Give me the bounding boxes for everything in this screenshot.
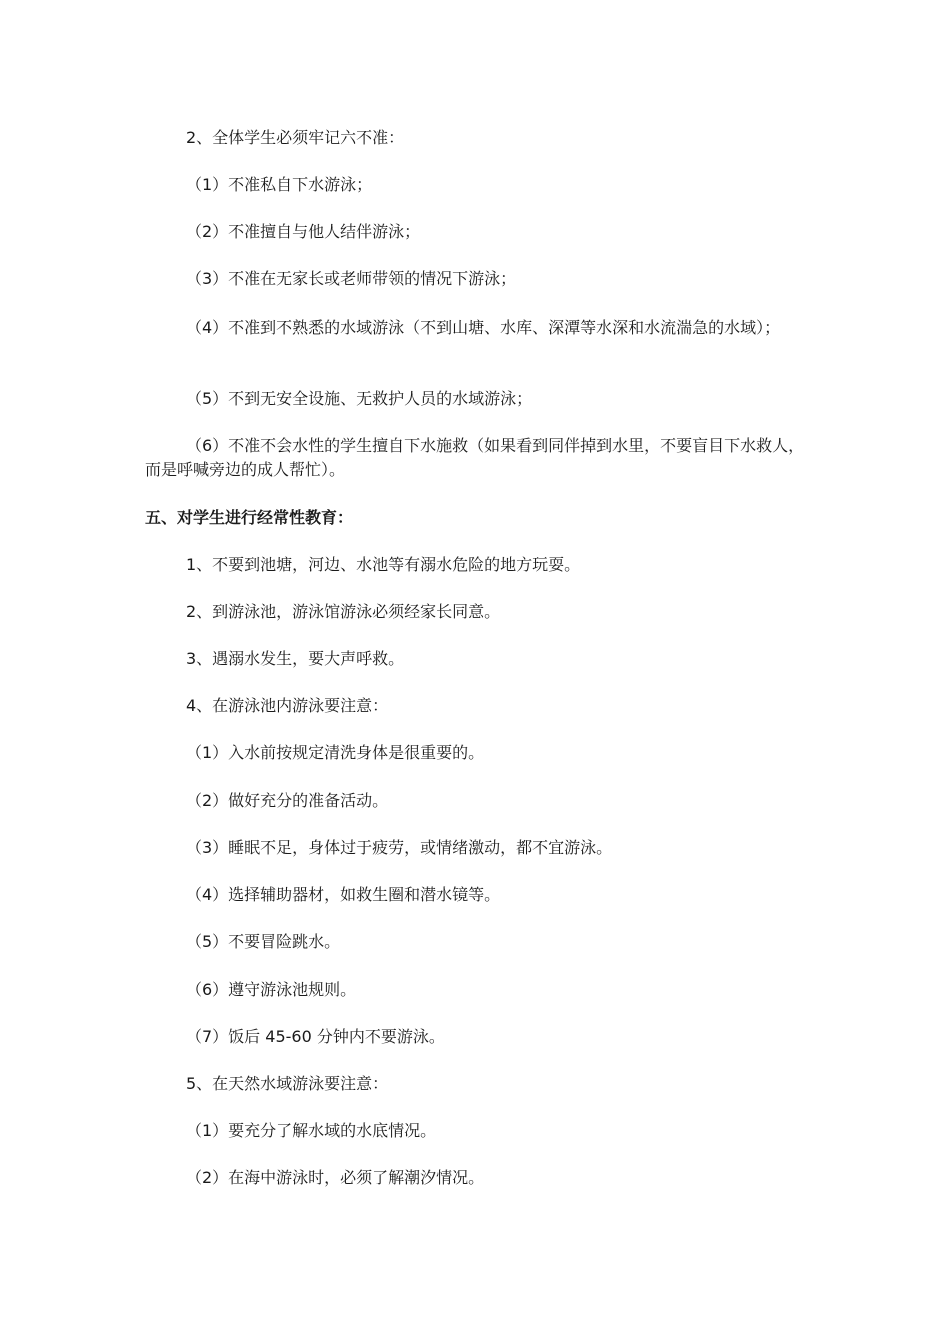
natural-tip: （2）在海中游泳时，必须了解潮汐情况。	[186, 1168, 485, 1187]
rule-item: （6）不准不会水性的学生擅自下水施救（如果看到同伴掉到水里，不要盲目下水救人，而是呼喊旁边的成人帮忙）。	[145, 436, 805, 479]
natural-tip: （1）要充分了解水域的水底情况。	[186, 1121, 437, 1140]
pool-tip: （4）选择辅助器材，如救生圈和潜水镜等。	[186, 885, 501, 904]
pool-tip: （3）睡眠不足，身体过于疲劳，或情绪激动，都不宜游泳。	[186, 838, 613, 857]
pool-tip: （5）不要冒险跳水。	[186, 932, 341, 951]
pool-tip: （6）遵守游泳池规则。	[186, 980, 357, 999]
education-item: 2、到游泳池，游泳馆游泳必须经家长同意。	[186, 602, 501, 621]
rule-item: （3）不准在无家长或老师带领的情况下游泳；	[186, 269, 517, 288]
natural-intro: 5、在天然水域游泳要注意：	[186, 1074, 389, 1093]
education-item: 1、不要到池塘，河边、水池等有溺水危险的地方玩耍。	[186, 555, 581, 574]
section-heading: 五、对学生进行经常性教育：	[145, 508, 354, 527]
pool-tip: （7）饭后 45-60 分钟内不要游泳。	[186, 1027, 445, 1046]
pool-tip: （1）入水前按规定清洗身体是很重要的。	[186, 743, 485, 762]
pool-tip: （2）做好充分的准备活动。	[186, 791, 389, 810]
rule-item: （5）不到无安全设施、无救护人员的水域游泳；	[186, 389, 533, 408]
rule-item: （4）不准到不熟悉的水域游泳（不到山塘、水库、深潭等水深和水流湍急的水域）；	[186, 318, 781, 337]
rule-item: （2）不准擅自与他人结伴游泳；	[186, 222, 421, 241]
rule-item: （1）不准私自下水游泳；	[186, 175, 373, 194]
rules-intro: 2、全体学生必须牢记六不准：	[186, 128, 405, 147]
education-item: 4、在游泳池内游泳要注意：	[186, 696, 389, 715]
education-item: 3、遇溺水发生，要大声呼救。	[186, 649, 405, 668]
